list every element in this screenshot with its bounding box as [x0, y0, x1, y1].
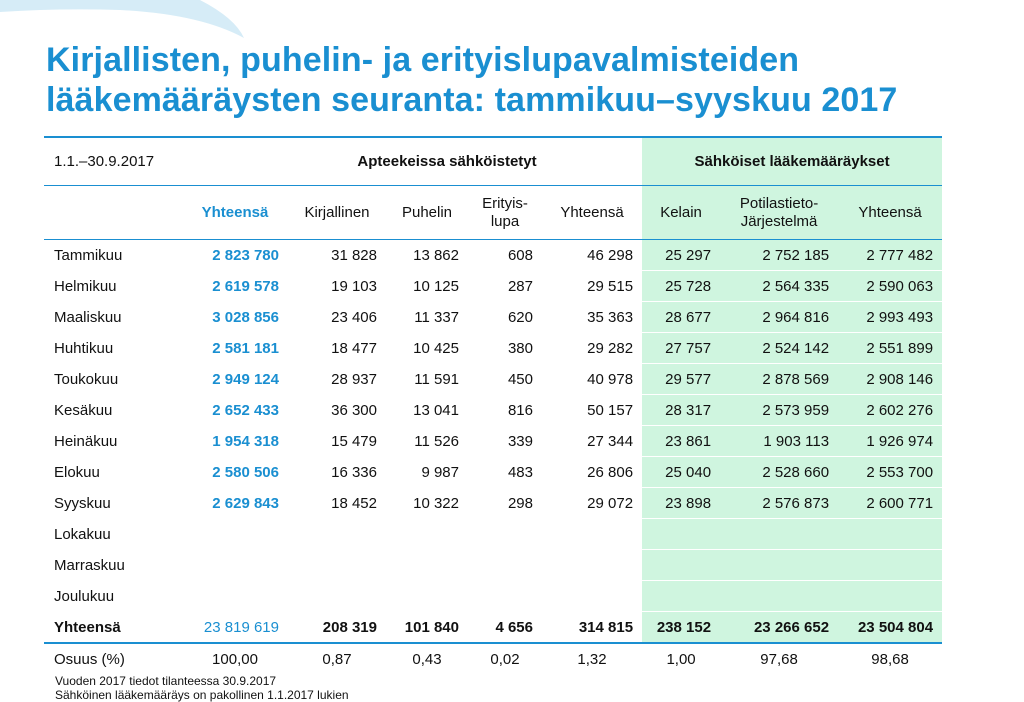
table-cell: 29 577 [642, 364, 720, 395]
table-cell [288, 581, 386, 612]
prescription-table [44, 136, 942, 674]
table-cell [720, 581, 838, 612]
table-cell: 23 861 [642, 426, 720, 457]
table-cell [720, 550, 838, 581]
table-cell: 10 425 [386, 333, 468, 364]
column-header-special: Erityis- lupa [468, 186, 542, 240]
group-electronic-header: Sähköiset lääkemääräykset [642, 137, 942, 186]
table-cell: 2 619 578 [182, 271, 288, 302]
table-cell: 46 298 [542, 240, 642, 271]
table-cell [542, 519, 642, 550]
month-label: Syyskuu [44, 488, 182, 519]
table-cell [838, 519, 942, 550]
table-cell: 608 [468, 240, 542, 271]
title-line-1: Kirjallisten, puhelin- ja erityislupavalmisteiden [46, 41, 800, 79]
table-cell [542, 550, 642, 581]
table-cell: 2 964 816 [720, 302, 838, 333]
table-cell: 13 862 [386, 240, 468, 271]
table-cell [386, 581, 468, 612]
table-cell: 26 806 [542, 457, 642, 488]
table-cell: 19 103 [288, 271, 386, 302]
month-label: Joulukuu [44, 581, 182, 612]
share-cell: 0,87 [322, 650, 352, 668]
month-label: Kesäkuu [44, 395, 182, 426]
period-label: 1.1.–30.9.2017 [44, 137, 182, 186]
table-row [44, 426, 942, 457]
table-row [44, 519, 942, 550]
group-header-row [44, 137, 942, 186]
table-cell [182, 519, 288, 550]
column-header-electronic-total: Yhteensä [838, 186, 942, 240]
table-cell: 2 878 569 [720, 364, 838, 395]
table-cell: 2 576 873 [720, 488, 838, 519]
total-cell: 101 840 [386, 612, 468, 644]
table-cell [182, 550, 288, 581]
table-cell: 816 [468, 395, 542, 426]
table-cell: 28 677 [642, 302, 720, 333]
table-cell [542, 581, 642, 612]
table-cell: 2 551 899 [838, 333, 942, 364]
table-cell: 18 452 [288, 488, 386, 519]
month-label: Maaliskuu [44, 302, 182, 333]
table-cell: 23 406 [288, 302, 386, 333]
table-cell: 40 978 [542, 364, 642, 395]
table-row [44, 271, 942, 302]
table-cell: 1 903 113 [720, 426, 838, 457]
table-cell: 25 040 [642, 457, 720, 488]
table-cell: 2 629 843 [182, 488, 288, 519]
total-row [44, 612, 942, 644]
share-cell: 1,00 [666, 650, 696, 668]
month-label: Lokakuu [44, 519, 182, 550]
table-cell: 16 336 [288, 457, 386, 488]
table-cell: 2 564 335 [720, 271, 838, 302]
table-cell: 9 987 [386, 457, 468, 488]
table-row [44, 550, 942, 581]
table-cell: 2 602 276 [838, 395, 942, 426]
column-header-pharmacy-total: Yhteensä [542, 186, 642, 240]
share-cell: 98,68 [871, 650, 909, 668]
table-cell [642, 581, 720, 612]
month-label: Marraskuu [44, 550, 182, 581]
table-cell: 11 337 [386, 302, 468, 333]
column-header-kelain: Kelain [642, 186, 720, 240]
month-label: Toukokuu [44, 364, 182, 395]
share-label: Osuus (%) [54, 650, 125, 668]
table-cell: 2 524 142 [720, 333, 838, 364]
table-cell: 3 028 856 [182, 302, 288, 333]
table-cell [838, 581, 942, 612]
share-cell: 0,43 [412, 650, 442, 668]
share-cell: 100,00 [212, 650, 258, 668]
table-cell: 29 515 [542, 271, 642, 302]
footnote-2: Sähköinen lääkemääräys on pakollinen 1.1.2017 lukien [55, 688, 349, 702]
table-cell: 28 937 [288, 364, 386, 395]
month-label: Elokuu [44, 457, 182, 488]
table-cell: 2 553 700 [838, 457, 942, 488]
table-cell: 25 728 [642, 271, 720, 302]
table-row [44, 488, 942, 519]
table-cell: 2 777 482 [838, 240, 942, 271]
total-cell: 4 656 [468, 612, 542, 644]
table-cell: 23 898 [642, 488, 720, 519]
month-label: Heinäkuu [44, 426, 182, 457]
share-cell: 97,68 [760, 650, 798, 668]
table-cell: 28 317 [642, 395, 720, 426]
table-cell [468, 581, 542, 612]
total-cell: 238 152 [642, 612, 720, 644]
table-cell: 380 [468, 333, 542, 364]
table-cell: 10 125 [386, 271, 468, 302]
column-header-row [44, 186, 942, 240]
table-row [44, 302, 942, 333]
share-cell: 0,02 [490, 650, 520, 668]
table-cell: 2 528 660 [720, 457, 838, 488]
total-label: Yhteensä [44, 612, 182, 644]
table-cell: 15 479 [288, 426, 386, 457]
table-cell: 31 828 [288, 240, 386, 271]
table-cell [386, 550, 468, 581]
table-cell: 18 477 [288, 333, 386, 364]
table-cell: 298 [468, 488, 542, 519]
footnote-1: Vuoden 2017 tiedot tilanteessa 30.9.2017 [55, 674, 277, 688]
table-cell: 1 926 974 [838, 426, 942, 457]
total-cell: 23 504 804 [838, 612, 942, 644]
table-cell: 2 908 146 [838, 364, 942, 395]
table-cell: 2 590 063 [838, 271, 942, 302]
table-cell: 287 [468, 271, 542, 302]
column-header-empty [44, 186, 182, 240]
total-cell: 208 319 [288, 612, 386, 644]
page-title [46, 40, 897, 120]
total-cell: 314 815 [542, 612, 642, 644]
table-row [44, 240, 942, 271]
month-label: Huhtikuu [44, 333, 182, 364]
table-cell: 450 [468, 364, 542, 395]
table-cell: 2 580 506 [182, 457, 288, 488]
column-header-patient-system: Potilastieto- Järjestelmä [720, 186, 838, 240]
column-header-written: Kirjallinen [288, 186, 386, 240]
table-cell: 620 [468, 302, 542, 333]
table-cell [468, 550, 542, 581]
group-pharmacy-header: Apteekeissa sähköistetyt [182, 137, 642, 186]
table-row [44, 395, 942, 426]
table-cell: 339 [468, 426, 542, 457]
table-row [44, 457, 942, 488]
table-cell: 483 [468, 457, 542, 488]
total-cell: 23 266 652 [720, 612, 838, 644]
table-cell: 2 652 433 [182, 395, 288, 426]
table-row [44, 581, 942, 612]
table-cell: 2 581 181 [182, 333, 288, 364]
table-cell: 27 344 [542, 426, 642, 457]
table-cell [642, 519, 720, 550]
table-cell: 11 591 [386, 364, 468, 395]
table-cell: 2 993 493 [838, 302, 942, 333]
table-cell [468, 519, 542, 550]
table-cell [288, 550, 386, 581]
table-row [44, 364, 942, 395]
table-cell: 29 072 [542, 488, 642, 519]
table-cell: 35 363 [542, 302, 642, 333]
table-cell: 13 041 [386, 395, 468, 426]
table-cell [386, 519, 468, 550]
total-cell: 23 819 619 [182, 612, 288, 644]
table-cell: 2 823 780 [182, 240, 288, 271]
decorative-swoosh [0, 0, 260, 40]
column-header-total: Yhteensä [182, 186, 288, 240]
share-cell: 1,32 [577, 650, 607, 668]
table-cell: 27 757 [642, 333, 720, 364]
table-cell: 2 752 185 [720, 240, 838, 271]
table-cell: 10 322 [386, 488, 468, 519]
table-cell: 29 282 [542, 333, 642, 364]
table-row [44, 333, 942, 364]
month-label: Tammikuu [44, 240, 182, 271]
table-cell: 11 526 [386, 426, 468, 457]
table-cell [182, 581, 288, 612]
table-cell: 1 954 318 [182, 426, 288, 457]
table-cell: 25 297 [642, 240, 720, 271]
title-line-2: lääkemääräysten seuranta: tammikuu–syyskuu 2017 [46, 81, 898, 119]
table-cell: 36 300 [288, 395, 386, 426]
table-cell: 2 949 124 [182, 364, 288, 395]
column-header-phone: Puhelin [386, 186, 468, 240]
table-cell [720, 519, 838, 550]
table-cell [642, 550, 720, 581]
table-cell [288, 519, 386, 550]
share-row [44, 643, 942, 674]
table-cell [838, 550, 942, 581]
table-cell: 2 600 771 [838, 488, 942, 519]
month-label: Helmikuu [44, 271, 182, 302]
table-cell: 2 573 959 [720, 395, 838, 426]
table-cell: 50 157 [542, 395, 642, 426]
